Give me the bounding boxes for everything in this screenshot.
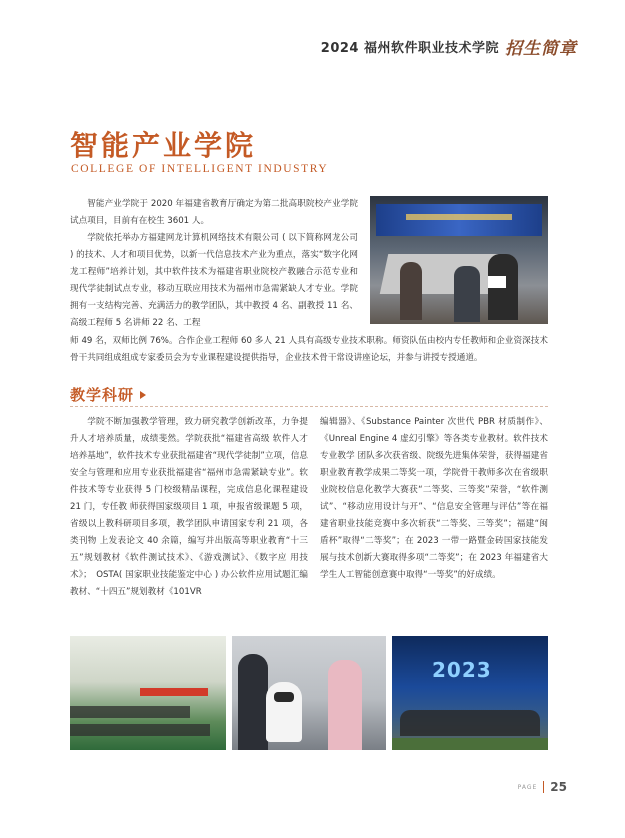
person-shape xyxy=(400,262,422,320)
person-shape xyxy=(238,654,268,750)
research-column-right: 编辑器》、《Substance Painter 次世代 PBR 材质制作》、《Unreal Engine 4 虚幻引擎》等各类专业教材。软件技术专业教学 团队多次获省级、院级先进集体荣誉，获得福建省职业教育教学成果二等奖一项，学院骨干教师多次在省级职业院校信息化教学大赛获“二等奖、三等奖”荣誉，“软件测试”、“移动应用设计与开”、“信息安全管理与评估”等在福建省职业技能竞赛中多次斩获“二等奖、三等奖”；福建“闽盾杯”取得“二等奖”；在 2023 一带一路暨金砖国家技能发展与技术创新大赛取得多项“二等奖”；在 2023 年福建省大学生人工智能创意赛中取得“一等奖”的好成绩。 xyxy=(320,417,548,580)
research-column-left xyxy=(70,414,308,601)
college-title: 智能产业学院 xyxy=(70,129,257,162)
section-title: 教学科研 xyxy=(70,386,135,404)
award-group-photo xyxy=(392,636,548,750)
intro-text xyxy=(70,196,358,332)
intro-paragraph-1: 智能产业学院于 2020 年福建省教育厅确定为第二批高职院校产业学院试点项目，目前有在校生 3601 人。 xyxy=(70,199,358,226)
person-shape xyxy=(454,266,480,322)
college-title-en: COLLEGE OF INTELLIGENT INDUSTRY xyxy=(71,163,329,175)
ground-shape xyxy=(392,738,548,750)
classroom-photo xyxy=(370,196,548,324)
banner-shape xyxy=(140,688,208,696)
intro-paragraph-2: 学院依托举办方福建网龙计算机网络技术有限公司 ( 以下简称网龙公司 ) 的技术、人才和项目优势，以新一代信息技术产业为重点，落实“数字化网龙工程师”培养计划，其中软件技术为福建省职业院校产教融合示范专业和现代学徒制试点专业，移动互联应用技术为福州市急需紧缺人才专业。学院拥有一支结构完善、充满活力的教学团队，其中教授 4 名、副教授 11 名、高级工程师 5 名讲师 22 名、工程 xyxy=(70,233,358,328)
intro-text-wide: 师 49 名，双师比例 76%。合作企业工程师 60 多人 21 人具有高级专业技术职称。师资队伍由校内专任教师和企业资深技术骨干共同组成组成专家委员会为专业课程建设提供指导，企业技术骨干常设讲座论坛，并参与讲授专授通道。 xyxy=(70,336,548,363)
screen-text-shape xyxy=(406,214,512,220)
triangle-right-icon xyxy=(140,391,146,399)
computer-lab-photo xyxy=(70,636,226,750)
person-shape xyxy=(328,660,362,750)
footer-divider xyxy=(543,781,544,793)
screen-shape xyxy=(376,204,542,236)
school-name: 2024 福州软件职业技术学院 xyxy=(320,41,499,56)
desk-row-shape xyxy=(70,724,210,736)
desk-row-shape xyxy=(70,706,190,718)
page-label: PAGE xyxy=(517,783,538,791)
robot-demo-photo xyxy=(232,636,386,750)
stage-year-text: 2023 xyxy=(432,658,492,682)
robot-face-shape xyxy=(274,692,294,702)
table-shape xyxy=(380,254,499,294)
research-paragraph-left: 学院不断加强教学管理，致力研究教学创新改革，力争提升人才培养质量，成绩斐然。学院获批“福建省高级 软件人才培养基地”，软件技术专业获批福建省“现代学徒制”立项，信息安全与管理和应用专业获批福建省“福州市急需紧缺专业”。软件技术等专业获得 5 门校级精品课程，完成信息化课程建设 21 门，专任教 师获得国家级项目 1 项，申报省级课题 5 项，省级以上教科研项目多项，教学团队申请国家专利 21 项，各类刊物 上发表论文 40 余篇，编写并出版高等职业教育“十三五”规划教材《软件测试技术》、《游戏测试》、《数字应 用技术》； OSTA( 国家职业技能鉴定中心 ) 办公软件应用试题汇编教材、“十四五”规划教材《101VR xyxy=(70,417,308,597)
page-footer xyxy=(518,780,567,794)
brochure-brush-title: 招生简章 xyxy=(505,39,577,59)
card-shape xyxy=(488,276,506,288)
robot-shape xyxy=(266,682,302,742)
page-number: 25 xyxy=(550,780,567,794)
page-header xyxy=(321,34,577,59)
group-shape xyxy=(400,710,540,736)
section-divider xyxy=(70,406,548,407)
section-heading xyxy=(70,384,146,405)
